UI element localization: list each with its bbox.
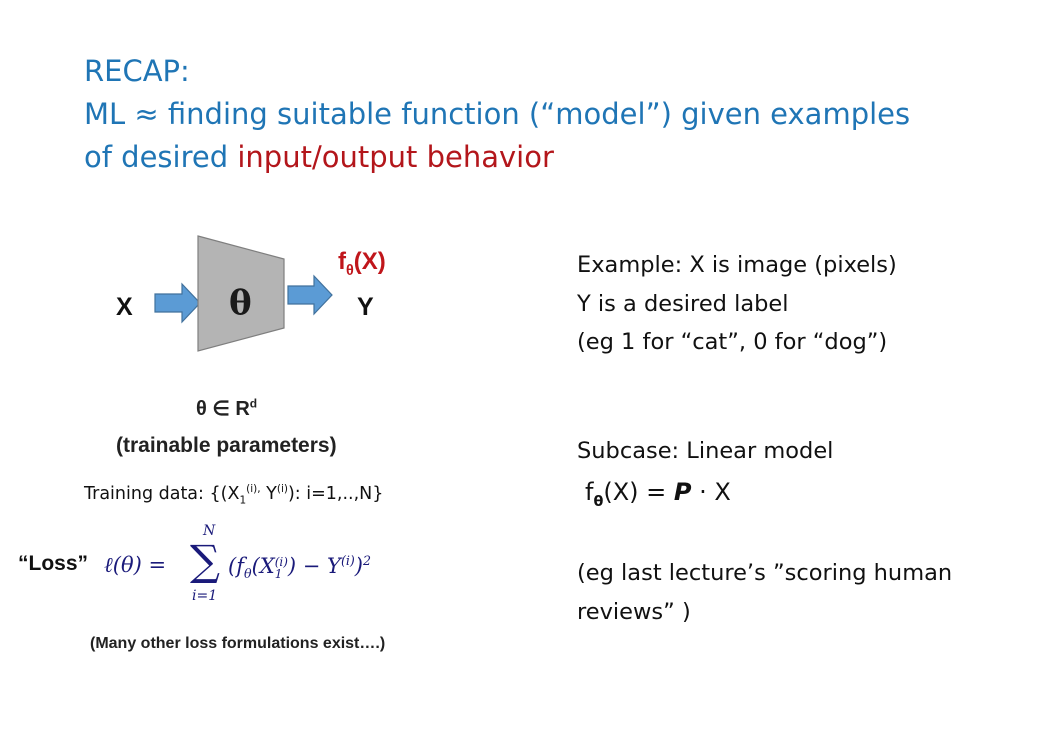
training-data xyxy=(84,483,383,506)
block-symbol: θ xyxy=(229,283,252,323)
example-block xyxy=(577,246,897,362)
loss-lhs: ℓ(θ) = xyxy=(104,553,167,577)
term-y-sup: (i) xyxy=(340,553,355,568)
subcase-note-line-1: (eg last lecture’s ”scoring human xyxy=(577,560,953,586)
title-line-3 xyxy=(84,136,1024,179)
subcase-rest: (X) = xyxy=(603,478,674,506)
subcase-note-line-2: reviews” ) xyxy=(577,598,691,625)
function-arg: (X) xyxy=(353,248,386,275)
training-sup1: (i), xyxy=(246,483,261,495)
training-suffix: ): i=1,..,N} xyxy=(287,483,384,504)
slide-title xyxy=(84,50,1024,179)
subcase-note xyxy=(577,554,952,631)
title-line-3-highlight: input/output behavior xyxy=(237,140,554,174)
function-f: f xyxy=(338,248,346,275)
model-diagram xyxy=(100,230,420,370)
term-close: ) xyxy=(354,554,363,578)
training-prefix: Training data: {(X xyxy=(84,483,240,504)
param-space-text: θ ∈ R xyxy=(196,398,250,420)
subcase-title: Subcase: Linear model xyxy=(577,438,834,464)
param-space-sup: d xyxy=(249,396,258,411)
subcase-f-sub: θ xyxy=(593,493,604,510)
sum-bottom: i=1 xyxy=(192,588,218,604)
term-x-sup: (i) xyxy=(274,554,288,569)
training-sub: 1 xyxy=(239,494,247,507)
subcase-formula xyxy=(585,478,731,510)
sum-symbol: ∑ xyxy=(190,536,220,585)
input-label: X xyxy=(116,293,133,321)
loss-label: “Loss” xyxy=(18,552,89,575)
param-space xyxy=(196,396,257,421)
example-line-1: Example: X is image (pixels) xyxy=(577,252,897,278)
term-open: (f xyxy=(228,554,244,578)
subcase-dot-x: · X xyxy=(691,478,731,506)
term-sub: θ xyxy=(243,566,252,582)
title-line-1: RECAP: xyxy=(84,54,190,88)
training-sup2: (i) xyxy=(276,483,288,495)
title-line-3-plain: of desired xyxy=(84,140,238,174)
example-line-2: Y is a desired label xyxy=(577,290,789,317)
term-pow: 2 xyxy=(363,553,372,568)
term-x: (X xyxy=(251,554,275,578)
subcase-P: P xyxy=(673,478,692,506)
term-x-scripts xyxy=(275,556,288,580)
loss-note: (Many other loss formulations exist….) xyxy=(90,635,386,652)
input-arrow xyxy=(155,284,200,322)
sum-top: N xyxy=(203,523,216,539)
training-mid: Y xyxy=(260,483,277,504)
param-caption: (trainable parameters) xyxy=(116,434,337,457)
term-x-sub: 1 xyxy=(274,566,283,581)
loss-term xyxy=(228,553,371,581)
subcase-f: f xyxy=(585,478,594,506)
output-arrow xyxy=(288,276,332,314)
function-sub: θ xyxy=(346,262,354,279)
title-line-2: ML ≈ finding suitable function (“model”) given examples xyxy=(84,97,911,131)
loss-formula xyxy=(104,520,454,610)
function-label xyxy=(338,248,386,279)
output-label: Y xyxy=(357,293,374,321)
term-minus: ) − Y xyxy=(287,554,341,578)
example-line-3: (eg 1 for “cat”, 0 for “dog”) xyxy=(577,329,888,355)
